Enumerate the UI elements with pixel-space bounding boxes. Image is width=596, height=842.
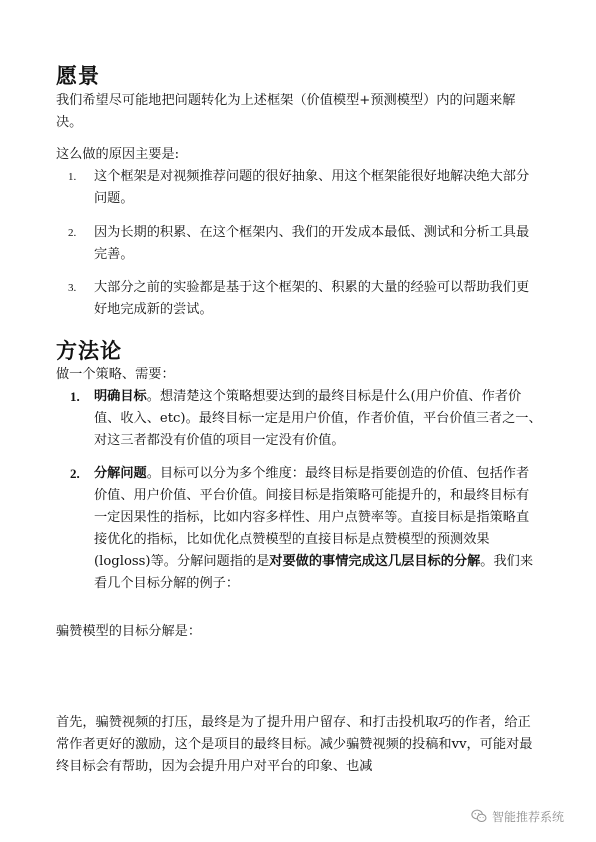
list-item-text: 因为长期的积累、在这个框架内、我们的开发成本最低、测试和分析工具最完善。 (94, 225, 530, 262)
wechat-icon (470, 807, 488, 825)
watermark-text: 智能推荐系统 (492, 809, 565, 824)
item-bold-tail: 对要做的事情完成这几层目标的分解 (269, 554, 481, 569)
list-item-text: 这个框架是对视频推荐问题的很好抽象、用这个框架能很好地解决绝大部分问题。 (94, 169, 530, 206)
section-heading-vision: 愿景 (56, 63, 100, 88)
methodology-lead: 做一个策略、需要： (56, 367, 175, 382)
item-body: 。目标可以分为多个维度：最终目标是指要创造的价值、包括作者价值、用户价值、平台价值。间接目标是指策略可能提升的，和最终目标有一定因果性的指标，比如内容多样性、用户点赞率等。直接目标是指策略直接优化的指标，比如优化点赞模型的直接目标是点赞模型的预测效果(logloss)等。分解问题指的是 (94, 466, 530, 569)
list-number: 3. (68, 282, 77, 294)
item-title: 明确目标 (94, 389, 147, 404)
list-number: 1. (70, 389, 80, 404)
list-number: 2. (68, 227, 77, 239)
list-item-text (94, 463, 542, 595)
list-number: 1. (68, 171, 77, 183)
vision-intro: 我们希望尽可能地把问题转化为上述框架（价值模型+预测模型）内的问题来解决。 (56, 93, 516, 130)
closing-paragraph: 首先，骗赞视频的打压，最终是为了提升用户留存、和打击投机取巧的作者，给正常作者更好的激励，这个是项目的最终目标。减少骗赞视频的投稿和vv，可能对最终目标会有帮助，因为会提升用户对平台的印象、也减 (56, 715, 533, 774)
item-title: 分解问题 (94, 466, 147, 481)
list-number: 2. (70, 466, 80, 481)
section-heading-methodology: 方法论 (56, 338, 122, 363)
watermark (470, 806, 564, 826)
list-item-text: 大部分之前的实验都是基于这个框架的、积累的大量的经验可以帮助我们更好地完成新的尝试。 (94, 280, 530, 317)
example-lead: 骗赞模型的目标分解是： (56, 624, 202, 639)
item-body: 。想清楚这个策略想要达到的最终目标是什么(用户价值、作者价值、收入、etc)。最终目标一定是用户价值，作者价值，平台价值三者之一、对这三者都没有价值的项目一定没有价值。 (94, 389, 542, 448)
reason-lead: 这么做的原因主要是: (56, 147, 180, 162)
item-tail: 。我们来看几个目标分解的例子： (94, 554, 534, 591)
list-item-text (94, 386, 542, 452)
